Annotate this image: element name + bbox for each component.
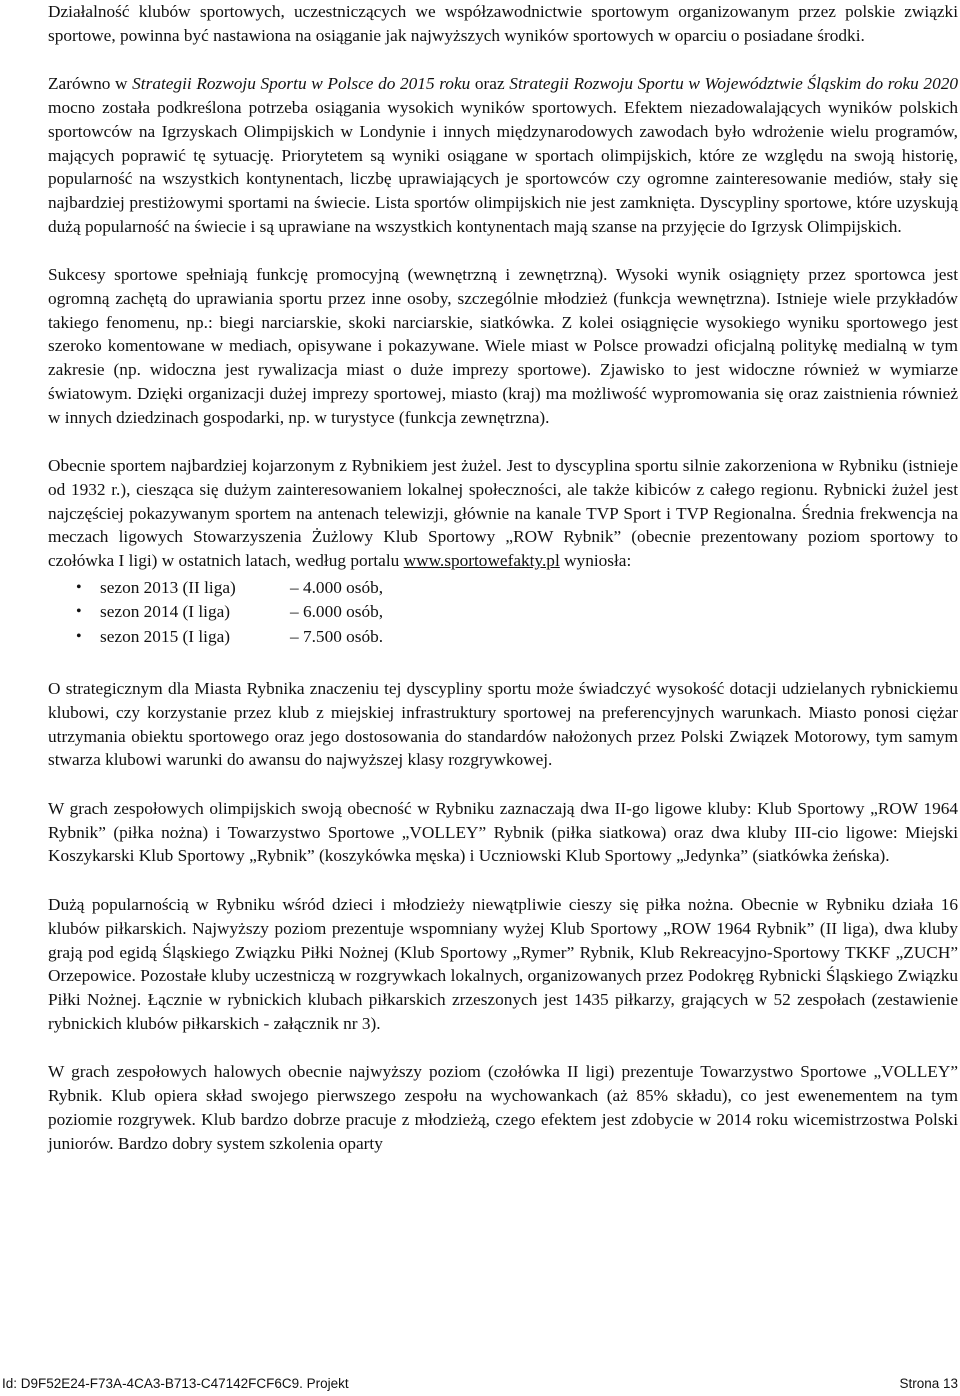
season-attendance: – 6.000 osób, — [290, 602, 384, 622]
season-attendance: – 7.500 osób. — [290, 626, 384, 646]
p2-text-c: mocno została podkreślona potrzeba osiągania wysokich wyników sportowych. Efektem niezadowalających wyników polskich sportowców na Igrzyskach Olimpijskich w Londynie i innych międzynarodowych zawodach było wdrożenie wielu programów, mających poprawić tę sytuację. Priorytetem są wyniki osiągane w sportach olimpijskich, które ze względu na swoją historię, popularność na wszystkich kontynentach, liczbę uprawiających je sportowców czy ogromne zainteresowanie mediów, stały się najbardziej prestiżowymi sportami na świecie. Lista sportów olimpijskich nie jest zamknięta. Dyscypliny sportowe, które uzyskują dużą popularność na świecie i są uprawiane na wszystkich kontynentach mają szanse na przyjęcie do Igrzysk Olimpijskich. — [48, 98, 958, 236]
bullet-icon: • — [76, 627, 82, 645]
paragraph-2 — [48, 72, 958, 238]
paragraph-7: Dużą popularnością w Rybniku wśród dzieci i młodzieży niewątpliwie cieszy się piłka nożna. Obecnie w Rybniku działa 16 klubów piłkarskich. Najwyższy poziom prezentuje wspomniany wyżej Klub Sportowy „ROW 1964 Rybnik” (II liga), dwa kluby grają pod egidą Śląskiego Związku Piłki Nożnej (Klub Sportowy „Rymer” Rybnik, Klub Rekreacyjno-Sportowy TKKF „ZUCH” Orzepowice. Pozostałe kluby uczestniczą w rozgrywkach lokalnych, organizowanych przez Podokręg Rybnicki Śląskiego Związku Piłki Nożnej. Łącznie w rybnickich klubach piłkarskich zrzeszonych jest 1435 piłkarzy, grających w 52 zespołach (zestawienie rybnickich klubów piłkarskich - załącznik nr 3). — [48, 895, 958, 1033]
season-attendance: – 4.000 osób, — [290, 577, 384, 597]
list-item — [48, 576, 958, 601]
p4-text-b: wyniosła: — [559, 551, 632, 571]
bullet-icon: • — [76, 578, 82, 596]
bullet-icon: • — [76, 603, 82, 621]
p2-italic-strategy-silesia: Strategii Rozwoju Sportu w Województwie Śląskim do roku 2020 — [509, 74, 958, 94]
season-label: sezon 2013 (II liga) — [100, 577, 236, 597]
paragraph-5: O strategicznym dla Miasta Rybnika znaczeniu tej dyscypliny sportu może świadczyć wysokość dotacji udzielanych rybnickiemu klubowi, czy korzystanie przez klub z miejskiej infrastruktury sportowej na preferencyjnych warunkach. Miasto ponosi ciężar utrzymania obiektu sportowego oraz jego dostosowania do standardów nałożonych przez Polski Związek Motorowy, tym samym stwarza klubowi warunki do awansu do najwyższej klasy rozgrywkowej. — [48, 679, 958, 770]
document-id: Id: D9F52E24-F73A-4CA3-B713-C47142FCF6C9. Projekt — [2, 1376, 349, 1391]
paragraph-6: W grach zespołowych olimpijskich swoją obecność w Rybniku zaznaczają dwa II-go ligowe kluby: Klub Sportowy „ROW 1964 Rybnik” (piłka nożna) i Towarzystwo Sportowe „VOLLEY” Rybnik (piłka siatkowa) oraz dwa kluby III-cio ligowe: Miejski Koszykarski Klub Sportowy „Rybnik” (koszykówka męska) i Uczniowski Klub Sportowy „Jedynka” (siatkówka żeńska). — [48, 799, 958, 866]
p4-text-a: Obecnie sportem najbardziej kojarzonym z Rybnikiem jest żużel. Jest to dyscyplina sportu silnie zakorzeniona w Rybniku (istnieje od 1932 r.), ciesząca się dużym zainteresowaniem lokalnej społeczności, ale także kibiców z całego regionu. Rybnicki żużel jest najczęściej pokazywanym sportem na antenach telewizji, głównie na kanale TVP Sport i TVP Regionalna. Średnia frekwencja na meczach ligowych Stowarzyszenia Żużlowy Klub Sportowy „ROW Rybnik” (obecnie prezentowany poziom sportowy to czołówka I ligi) w ostatnich latach, według portalu — [48, 456, 958, 571]
p2-text-a: Zarówno w — [48, 74, 133, 94]
season-label: sezon 2015 (I liga) — [100, 626, 231, 646]
paragraph-4 — [48, 454, 958, 573]
list-item — [48, 625, 958, 650]
sportowefakty-link[interactable]: www.sportowefakty.pl — [403, 551, 560, 571]
paragraph-3: Sukcesy sportowe spełniają funkcję promocyjną (wewnętrzną i zewnętrzną). Wysoki wynik osiągnięty przez sportowca jest ogromną zachętą do uprawiania sportu przez inne osoby, szczególnie młodzież (funkcja wewnętrzna). Istnieje wiele przykładów takiego fenomenu, np.: biegi narciarskie, skoki narciarskie, siatkówka. Z kolei osiągnięcie wysokiego wyniku sportowego jest szeroko komentowane w mediach, opisywane i pokazywane. Wiele miast w Polsce prowadzi oficjalną politykę medialną w tym zakresie (np. widoczna jest rywalizacja miast o duże imprezy sportowe). Zjawisko to jest widoczne również w wymiarze światowym. Dzięki organizacji dużej imprezy sportowej, miasto (kraj) ma możliwość wypromowania się oraz zaistnienia również w innych dziedzinach gospodarki, np. w turystyce (funkcja zewnętrzna). — [48, 265, 958, 427]
season-label: sezon 2014 (I liga) — [100, 602, 231, 622]
paragraph-8: W grach zespołowych halowych obecnie najwyższy poziom (czołówka II ligi) prezentuje Towarzystwo Sportowe „VOLLEY” Rybnik. Klub opiera skład swojego pierwszego zespołu na wychowankach (aż 85% składu), co jest ewenementem na tym poziomie rozgrywek. Klub bardzo dobrze pracuje z młodzieżą, czego efektem jest zdobycie w 2014 roku wicemistrzostwa Polski juniorów. Bardzo dobry system szkolenia oparty — [48, 1062, 958, 1153]
page-footer — [0, 1372, 958, 1394]
list-item — [48, 600, 958, 625]
p2-text-b: oraz — [470, 74, 510, 94]
document-page — [48, 0, 958, 1155]
attendance-list — [48, 576, 958, 650]
page-number: Strona 13 — [899, 1376, 958, 1391]
paragraph-1: Działalność klubów sportowych, uczestniczących we współzawodnictwie sportowym organizowanym przez polskie związki sportowe, powinna być nastawiona na osiąganie jak najwyższych wyników sportowych w oparciu o posiadane środki. — [48, 2, 958, 45]
p2-italic-strategy-poland: Strategii Rozwoju Sportu w Polsce do 2015 roku — [132, 74, 471, 94]
